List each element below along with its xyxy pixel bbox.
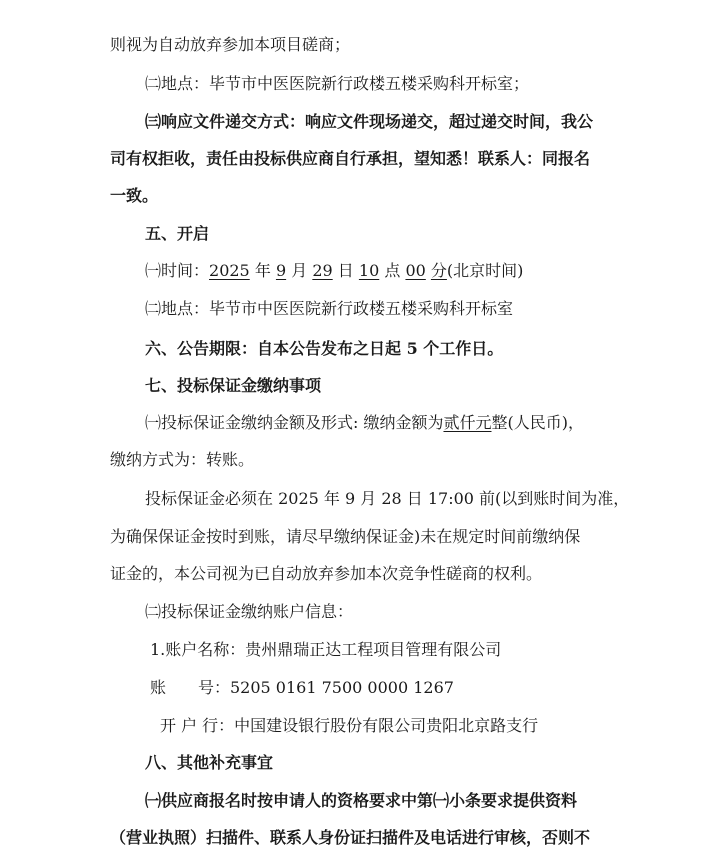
text-line: 司有权拒收，责任由投标供应商自行承担，望知悉！联系人：同报名	[110, 149, 591, 168]
text-line: 投标保证金必须在 2025 年 9 月 28 日 17:00 前(以到账时间为准，	[145, 489, 630, 508]
text-line: 则视为自动放弃参加本项目磋商；	[110, 35, 351, 54]
text-line: ㈠供应商报名时按申请人的资格要求中第㈠小条要求提供资料	[145, 791, 578, 810]
section-heading: 七、投标保证金缴纳事项	[145, 376, 322, 395]
time-minute-unit: 分	[430, 261, 447, 280]
text-line: （营业执照）扫描件、联系人身份证扫描件及电话进行审核，否则不	[110, 828, 591, 847]
text-line: 证金的，本公司视为已自动放弃参加本次竞争性磋商的权利。	[110, 564, 543, 583]
time-day: 29	[312, 261, 333, 280]
text-line: ㈡投标保证金缴纳账户信息：	[145, 602, 354, 621]
deposit-suffix: 整(人民币)，	[491, 413, 584, 432]
time-month: 9	[275, 261, 287, 280]
time-hour: 10	[358, 261, 380, 280]
time-month-unit: 月	[291, 261, 308, 280]
text-line: ㈢响应文件递交方式：响应文件现场递交，超过递交时间，我公	[145, 112, 594, 131]
time-prefix: ㈠时间：	[145, 261, 210, 280]
time-year: 2025	[209, 261, 250, 280]
section-heading: 五、开启	[145, 224, 210, 243]
opening-time-line	[145, 259, 523, 283]
section-heading: 六、公告期限：自本公告发布之日起 5 个工作日。	[145, 339, 504, 358]
text-line: 为确保保证金按时到账，请尽早缴纳保证金)未在规定时间前缴纳保	[110, 527, 581, 546]
account-number-line: 账 号：5205 0161 7500 0000 1267	[150, 678, 454, 697]
text-line: 一致。	[110, 186, 159, 205]
text-line: ㈡地点：毕节市中医医院新行政楼五楼采购科开标室；	[145, 74, 530, 93]
deposit-amount-line	[145, 411, 584, 435]
time-day-unit: 日	[337, 261, 354, 280]
text-line: ㈡地点：毕节市中医医院新行政楼五楼采购科开标室	[145, 299, 514, 318]
time-suffix: (北京时间)	[446, 261, 524, 280]
time-year-unit: 年	[254, 261, 271, 280]
time-hour-unit: 点	[384, 261, 401, 280]
time-minute: 00	[405, 261, 426, 280]
deposit-prefix: ㈠投标保证金缴纳金额及形式: 缴纳金额为	[145, 413, 444, 432]
section-heading: 八、其他补充事宜	[145, 753, 274, 772]
deposit-amount: 贰仟元	[443, 413, 492, 432]
account-bank-line: 开 户 行：中国建设银行股份有限公司贵阳北京路支行	[160, 716, 539, 735]
text-line: 缴纳方式为：转账。	[110, 450, 255, 469]
account-name-line: 1.账户名称：贵州鼎瑞正达工程项目管理有限公司	[150, 640, 502, 659]
